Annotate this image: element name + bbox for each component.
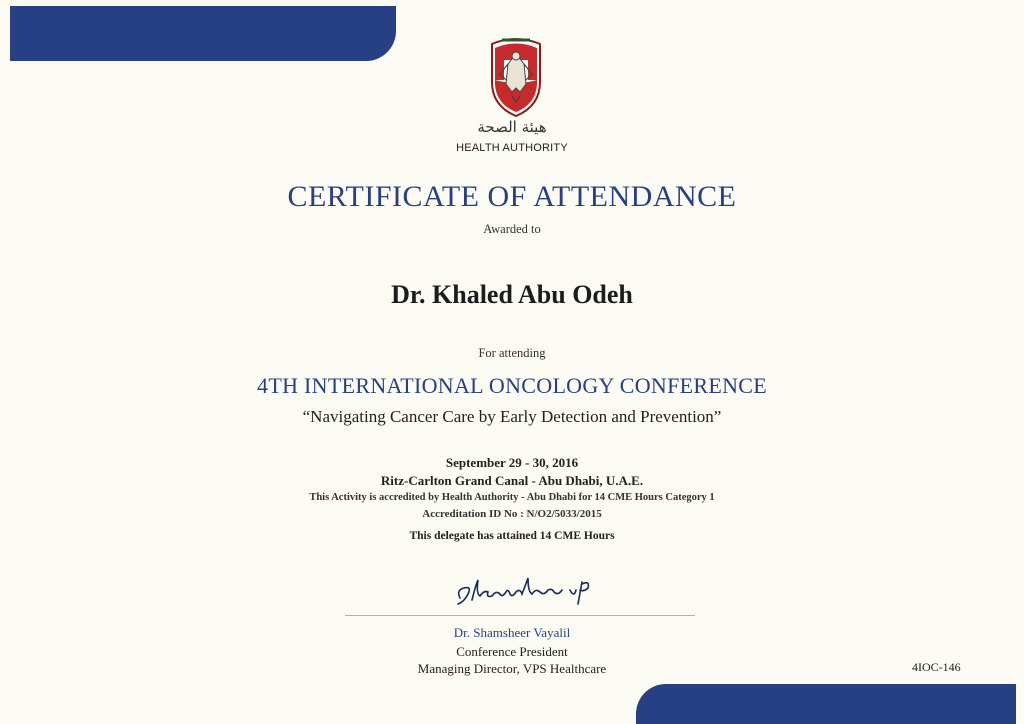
- signatory-company: Managing Director, VPS Healthcare: [417, 661, 607, 676]
- signatory-role: Conference President: [456, 644, 568, 659]
- certificate-code: 4IOC-146: [912, 660, 961, 674]
- falcon-emblem-icon: [484, 30, 548, 118]
- conference-name: 4TH INTERNATIONAL ONCOLOGY CONFERENCE: [257, 373, 767, 398]
- bottom-decorative-band: [636, 684, 1016, 724]
- accreditation-id: Accreditation ID No : N/O2/5033/2015: [422, 508, 602, 520]
- conference-tagline: “Navigating Cancer Care by Early Detection and Prevention”: [302, 407, 722, 426]
- awarded-to-label: Awarded to: [483, 222, 541, 236]
- top-decorative-band: [10, 6, 396, 61]
- accreditation-statement: This Activity is accredited by Health Authority - Abu Dhabi for 14 CME Hours Category 1: [309, 492, 715, 503]
- for-attending-label: For attending: [478, 346, 546, 360]
- recipient-name: Dr. Khaled Abu Odeh: [391, 280, 633, 309]
- event-venue: Ritz-Carlton Grand Canal - Abu Dhabi, U.A.E.: [380, 473, 644, 488]
- signatory-name: Dr. Shamsheer Vayalil: [453, 625, 571, 640]
- cme-hours-statement: This delegate has attained 14 CME Hours: [409, 530, 615, 542]
- event-date: September 29 - 30, 2016: [445, 455, 579, 470]
- certificate-title: CERTIFICATE OF ATTENDANCE: [287, 180, 737, 213]
- handwritten-signature: [450, 560, 620, 610]
- authority-name: HEALTH AUTHORITY: [456, 142, 568, 154]
- authority-arabic-name: هيئة الصحة: [477, 118, 547, 136]
- signature-line: [345, 615, 695, 616]
